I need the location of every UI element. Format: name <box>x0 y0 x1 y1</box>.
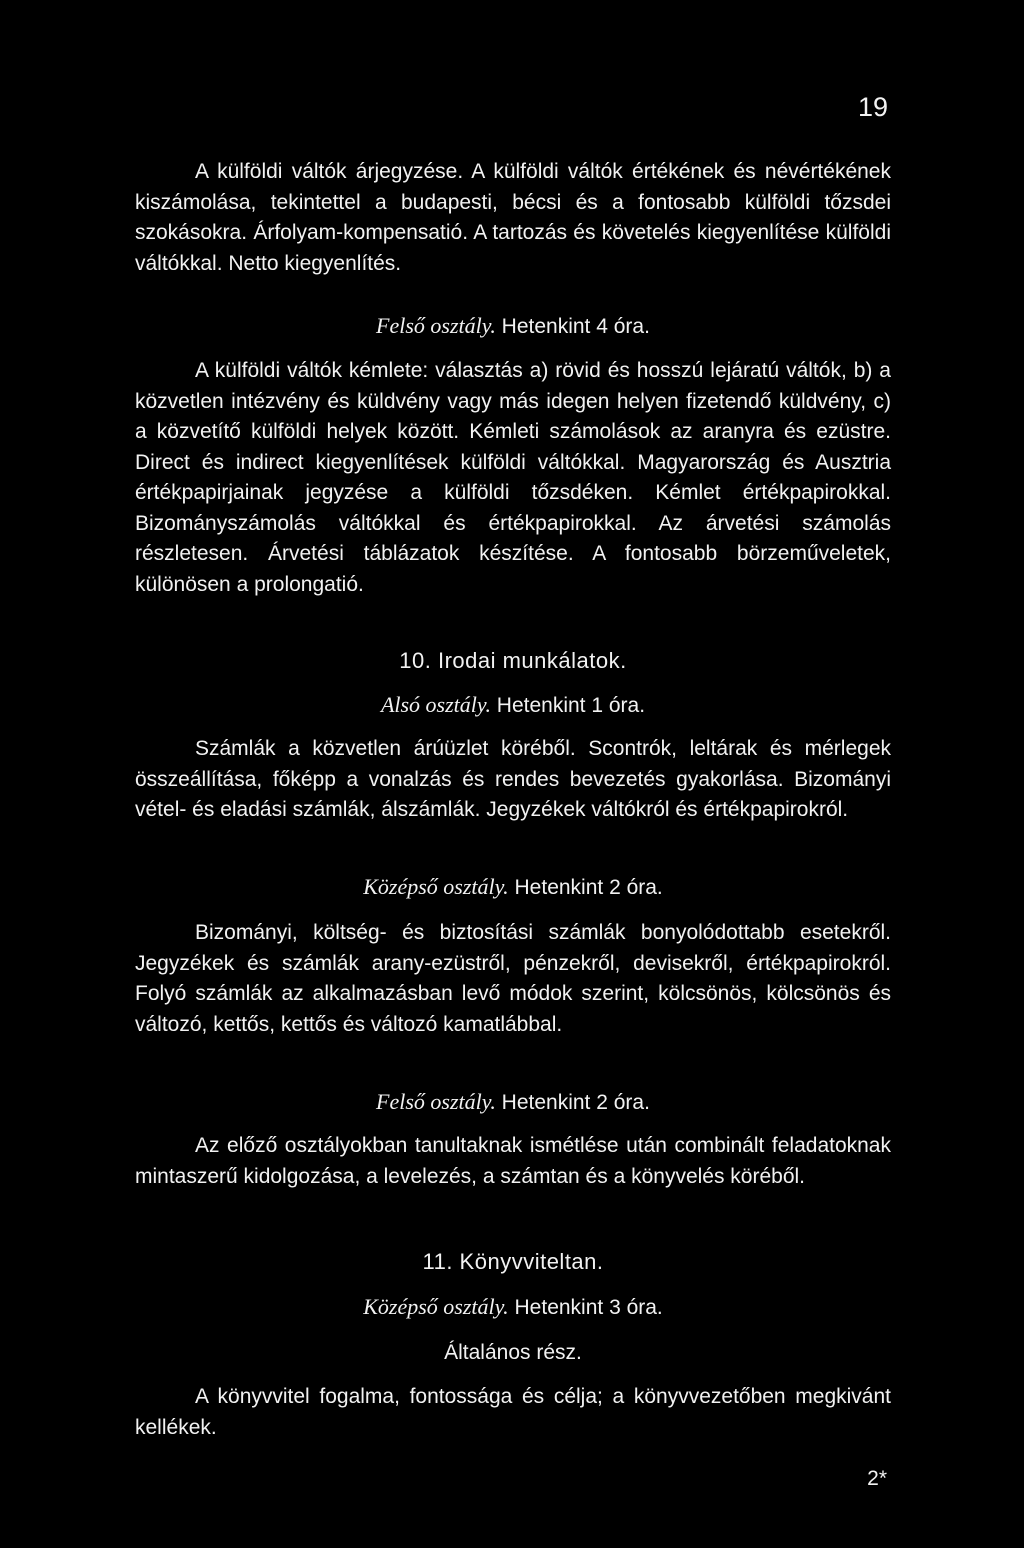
paragraph-text: A külföldi váltók árjegyzése. A külföldi váltók értékének és névértékének kiszámolása, tekintettel a budapesti, bécsi és a fontosabb külföldi tőzsdei szokásokra. Árfolyam-kompensatió. A tartozás és követelés kiegyenlítése külföldi váltókkal. Netto kiegyenlítés. <box>135 160 891 275</box>
paragraph-text: Számlák a közvetlen árúüzlet köréből. Scontrók, leltárak és mérlegek összeállítása, főképp a vonalzás és rendes bevezetés gyakorlása. Bizományi vétel- és eladási számlák, álszámlák. Jegyzékek váltókról és értékpapirokról. <box>135 737 891 821</box>
weekly-hours: Hetenkint 3 óra. <box>514 1296 663 1319</box>
paragraph-text: A könyvvitel fogalma, fontossága és célja; a könyvvezetőben megkivánt kellékek. <box>135 1385 891 1439</box>
general-part-label: Általános rész. <box>444 1341 582 1364</box>
class-name: Középső osztály. <box>363 874 509 899</box>
subheading-middle-class-2h <box>135 872 891 903</box>
paragraph-combined-tasks <box>135 1131 891 1192</box>
weekly-hours: Hetenkint 2 óra. <box>501 1091 650 1114</box>
class-name: Felső osztály. <box>376 1089 496 1114</box>
paragraph-text: Bizományi, költség- és biztosítási számlák bonyolódottabb esetekről. Jegyzékek és számlák arany-ezüstről, pénzekről, devisekről, értékpapirokról. Folyó számlák az alkalmazásban levő módok szerint, kölcsönös, kölcsönös és változó, kettős, kettős és változó kamatlábbal. <box>135 921 891 1036</box>
subheading-general-part <box>135 1338 891 1368</box>
section-title-office-work <box>135 646 891 676</box>
subheading-middle-class-3h <box>135 1292 891 1323</box>
subheading-upper-class-2h <box>135 1087 891 1118</box>
class-name: Középső osztály. <box>363 1294 509 1319</box>
weekly-hours: Hetenkint 4 óra. <box>501 315 650 338</box>
printer-signature-mark: 2* <box>867 1467 887 1490</box>
paragraph-foreign-bills-arbitrage <box>135 356 891 600</box>
section-heading: 11. Könyvviteltan. <box>422 1249 604 1274</box>
paragraph-foreign-bills-pricing <box>135 157 891 279</box>
page-number: 19 <box>857 92 888 122</box>
subheading-upper-class-4h <box>135 311 891 342</box>
paragraph-invoices <box>135 734 891 826</box>
paragraph-text: Az előző osztályokban tanultaknak ismétlése után combinált feladatoknak mintaszerű kidolgozása, a levelezés, a számtan és a könyvelés köréből. <box>135 1134 891 1188</box>
section-heading: 10. Irodai munkálatok. <box>399 648 627 673</box>
weekly-hours: Hetenkint 1 óra. <box>496 694 646 717</box>
paragraph-commission-accounts <box>135 918 891 1040</box>
section-title-bookkeeping <box>135 1247 891 1277</box>
paragraph-text: A külföldi váltók kémlete: választás a) rövid és hosszú lejáratú váltók, b) a közvetlen intézvény és küldvény vagy más idegen helyen fizetendő küldvény, c) a közvetítő külföldi helyek között. Kémleti számolások az aranyra és ezüstre. Direct és indirect kiegyenlítések külföldi váltókkal. Magyarország és Ausztria értékpapirjainak jegyzése a külföldi tőzsdéken. Kémlet értékpapirokkal. Bizományszámolás váltókkal és értékpapirokkal. Az árvetési számolás részletesen. Árvetési táblázatok készítése. A fontosabb börzeműveletek, különösen a prolongatió. <box>135 359 891 596</box>
subheading-lower-class-1h <box>135 690 891 721</box>
class-name: Felső osztály. <box>376 313 496 338</box>
paragraph-bookkeeping-concept <box>135 1382 891 1443</box>
class-name: Alsó osztály. <box>380 692 491 717</box>
weekly-hours: Hetenkint 2 óra. <box>514 876 663 899</box>
